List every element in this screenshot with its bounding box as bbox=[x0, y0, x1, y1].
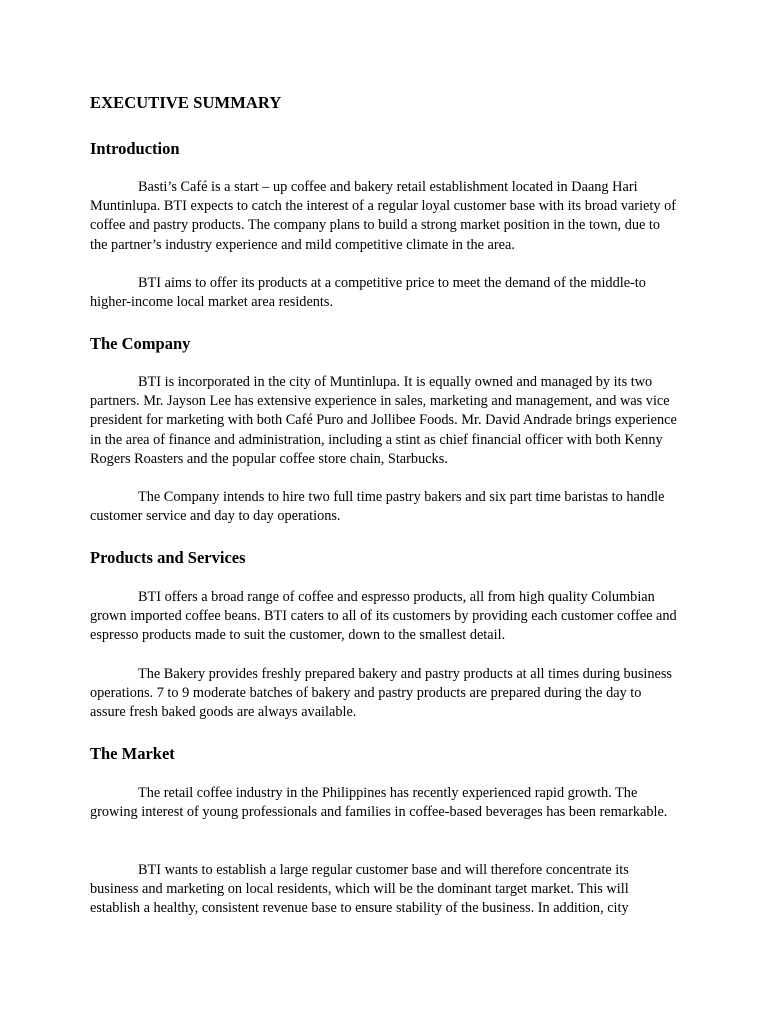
the-market-paragraph-2: BTI wants to establish a large regular customer base and will therefore concentrate its business and marketing on local residents, which will be the dominant target market. This will establish a healthy, consistent revenue base to ensure stability of the business. In addition, city bbox=[90, 862, 629, 917]
introduction-paragraph-1: Basti’s Café is a start – up coffee and bakery retail establishment located in Daang Hari Muntinlupa. BTI expects to catch the interest of a regular loyal customer base with its broad variety of coffee and pastry products. The company plans to build a strong market position in the town, due to the partner’s industry experience and mild competitive climate in the area. bbox=[90, 179, 676, 253]
introduction-paragraph-2: BTI aims to offer its products at a competitive price to meet the demand of the middle-to higher-income local market area residents. bbox=[90, 275, 646, 311]
section-heading-the-market: The Market bbox=[90, 744, 175, 763]
the-company-paragraph-1: BTI is incorporated in the city of Muntinlupa. It is equally owned and managed by its two partners. Mr. Jayson Lee has extensive experience in sales, marketing and management, and was vice president for marketing with both Café Puro and Jollibee Foods. Mr. David Andrade brings experience in the area of finance and administration, including a stint as chief financial officer with both Kenny Rogers Roasters and the popular coffee store chain, Starbucks. bbox=[90, 374, 677, 467]
the-market-paragraph-1: The retail coffee industry in the Philippines has recently experienced rapid growth. The growing interest of young professionals and families in coffee-based beverages has been remarkable. bbox=[90, 785, 668, 821]
section-heading-the-company: The Company bbox=[90, 334, 191, 353]
products-paragraph-2: The Bakery provides freshly prepared bakery and pastry products at all times during business operations. 7 to 9 moderate batches of bakery and pastry products are prepared during the day to assure fresh baked goods are always available. bbox=[90, 666, 672, 721]
the-company-paragraph-2: The Company intends to hire two full time pastry bakers and six part time baristas to handle customer service and day to day operations. bbox=[90, 489, 665, 525]
products-paragraph-1: BTI offers a broad range of coffee and espresso products, all from high quality Columbian grown imported coffee beans. BTI caters to all of its customers by providing each customer coffee and espresso products made to suit the customer, down to the smallest detail. bbox=[90, 589, 677, 644]
document-title: EXECUTIVE SUMMARY bbox=[90, 93, 282, 112]
section-heading-products-and-services: Products and Services bbox=[90, 548, 246, 567]
section-heading-introduction: Introduction bbox=[90, 139, 180, 158]
